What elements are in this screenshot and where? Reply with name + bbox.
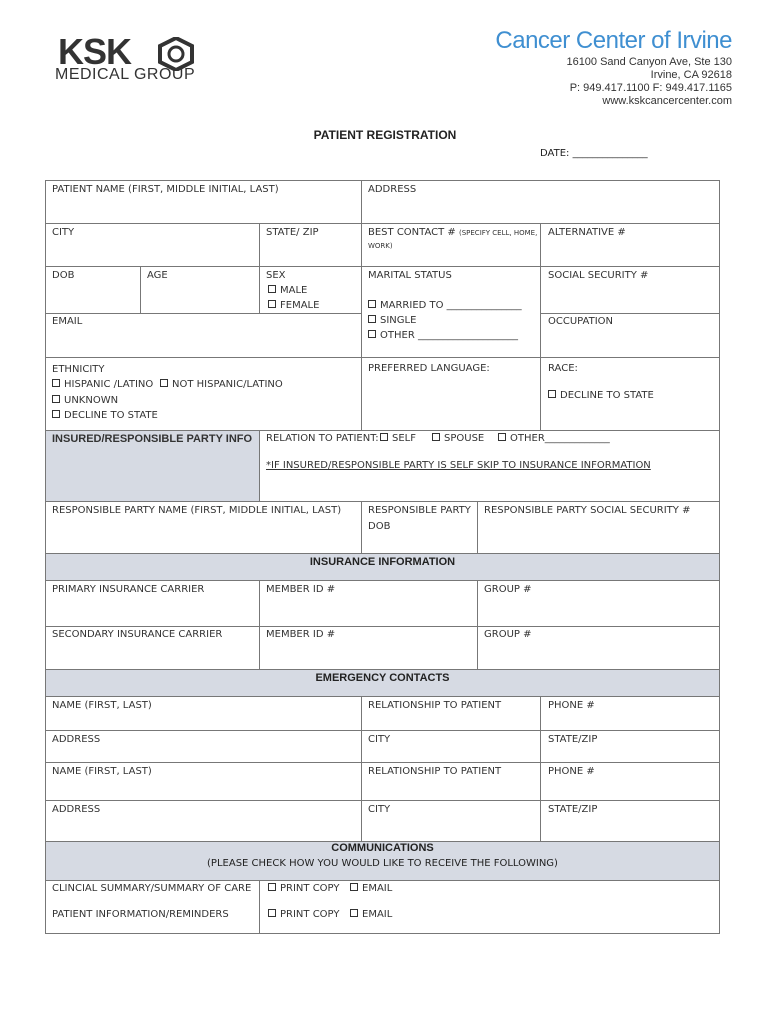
primary-carrier-label: PRIMARY INSURANCE CARRIER — [52, 584, 205, 595]
best-contact-note2: WORK) — [368, 242, 393, 250]
center-name: Cancer Center of Irvine — [495, 27, 732, 54]
insurance-header: INSURANCE INFORMATION — [309, 556, 456, 568]
ksk-subtitle: MEDICAL GROUP — [55, 66, 196, 83]
primary-group-label: GROUP # — [484, 584, 532, 595]
other-marital-checkbox[interactable] — [368, 330, 376, 338]
city-label: CITY — [52, 227, 75, 238]
patient-info-print-option[interactable]: PRINT COPY — [268, 907, 339, 922]
unknown-option[interactable]: UNKNOWN — [52, 393, 118, 408]
hispanic-checkbox[interactable] — [52, 379, 60, 387]
race-decline-checkbox[interactable] — [548, 390, 556, 398]
ec2-state-zip-label: STATE/ZIP — [548, 804, 598, 815]
marital-status-label: MARITAL STATUS — [368, 270, 452, 281]
dob-label: DOB — [52, 270, 75, 281]
preferred-language-label: PREFERRED LANGUAGE: — [368, 363, 490, 374]
ssn-label: SOCIAL SECURITY # — [548, 270, 649, 281]
rp-ssn-label: RESPONSIBLE PARTY SOCIAL SECURITY # — [484, 505, 691, 516]
rp-dob-label1: RESPONSIBLE PARTY — [368, 505, 471, 516]
ec1-phone-label: PHONE # — [548, 700, 595, 711]
single-checkbox[interactable] — [368, 315, 376, 323]
married-option[interactable]: MARRIED TO _______________ — [368, 298, 522, 313]
self-checkbox[interactable] — [380, 433, 388, 441]
phone-fax: P: 949.417.1100 F: 949.417.1165 — [569, 82, 732, 94]
communications-subheader: (PLEASE CHECK HOW YOU WOULD LIKE TO RECEIVE THE FOLLOWING) — [207, 858, 558, 869]
not-hispanic-checkbox[interactable] — [160, 379, 168, 387]
clinical-email-option[interactable]: EMAIL — [350, 881, 392, 896]
not-hispanic-option[interactable]: NOT HISPANIC/LATINO — [160, 377, 283, 392]
address-line1: 16100 Sand Canyon Ave, Ste 130 — [566, 56, 732, 68]
patient-info-label: PATIENT INFORMATION/REMINDERS — [52, 909, 229, 920]
alternative-label: ALTERNATIVE # — [548, 227, 626, 238]
married-checkbox[interactable] — [368, 300, 376, 308]
rp-dob-label2: DOB — [368, 521, 391, 532]
sex-label: SEX — [266, 270, 286, 281]
best-contact-label — [368, 225, 537, 241]
other-relation-checkbox[interactable] — [498, 433, 506, 441]
secondary-carrier-label: SECONDARY INSURANCE CARRIER — [52, 629, 223, 640]
date-field[interactable]: DATE: _______________ — [540, 148, 648, 159]
secondary-member-id-label: MEMBER ID # — [266, 629, 336, 640]
clinical-print-option[interactable]: PRINT COPY — [268, 881, 339, 896]
female-option[interactable]: FEMALE — [268, 298, 319, 313]
ksk-logo: KSK — [58, 31, 132, 72]
address-line2: Irvine, CA 92618 — [650, 69, 732, 81]
self-option[interactable]: SELF — [380, 431, 416, 446]
ec2-city-label: CITY — [368, 804, 391, 815]
decline-ethnicity-checkbox[interactable] — [52, 410, 60, 418]
ec1-address-label: ADDRESS — [52, 734, 101, 745]
age-label: AGE — [147, 270, 168, 281]
form-title: PATIENT REGISTRATION — [313, 128, 457, 142]
ec2-address-label: ADDRESS — [52, 804, 101, 815]
spouse-option[interactable]: SPOUSE — [432, 431, 484, 446]
clinical-email-checkbox[interactable] — [350, 883, 358, 891]
ec2-relationship-label: RELATIONSHIP TO PATIENT — [368, 766, 502, 777]
email-label: EMAIL — [52, 316, 83, 327]
ec1-city-label: CITY — [368, 734, 391, 745]
state-zip-label: STATE/ ZIP — [266, 227, 319, 238]
patient-info-email-option[interactable]: EMAIL — [350, 907, 392, 922]
unknown-checkbox[interactable] — [52, 395, 60, 403]
skip-note: *IF INSURED/RESPONSIBLE PARTY IS SELF SKIP TO INSURANCE INFORMATION — [266, 460, 651, 471]
patient-info-print-checkbox[interactable] — [268, 909, 276, 917]
spouse-checkbox[interactable] — [432, 433, 440, 441]
hispanic-option[interactable]: HISPANIC /LATINO — [52, 377, 153, 392]
address-label: ADDRESS — [368, 184, 417, 195]
ec1-relationship-label: RELATIONSHIP TO PATIENT — [368, 700, 502, 711]
clinical-summary-label: CLINCIAL SUMMARY/SUMMARY OF CARE — [52, 883, 252, 894]
rp-name-label: RESPONSIBLE PARTY NAME (FIRST, MIDDLE INITIAL, LAST) — [52, 505, 342, 516]
male-option[interactable]: MALE — [268, 283, 307, 298]
other-marital-option[interactable]: OTHER ____________________ — [368, 328, 518, 343]
female-checkbox[interactable] — [268, 300, 276, 308]
primary-member-id-label: MEMBER ID # — [266, 584, 336, 595]
relation-label: RELATION TO PATIENT: — [266, 433, 379, 444]
patient-name-label: PATIENT NAME (FIRST, MIDDLE INITIAL, LAST) — [52, 184, 279, 195]
insured-header: INSURED/RESPONSIBLE PARTY INFO — [52, 433, 253, 445]
ec2-name-label: NAME (FIRST, LAST) — [52, 766, 152, 777]
best-contact-note: (SPECIFY CELL, HOME, — [458, 229, 538, 237]
ethnicity-label: ETHNICITY — [52, 364, 105, 375]
ec1-name-label: NAME (FIRST, LAST) — [52, 700, 152, 711]
patient-info-email-checkbox[interactable] — [350, 909, 358, 917]
emergency-header: EMERGENCY CONTACTS — [315, 672, 450, 684]
ec1-state-zip-label: STATE/ZIP — [548, 734, 598, 745]
clinical-print-checkbox[interactable] — [268, 883, 276, 891]
website-link[interactable]: www.kskcancercenter.com — [602, 95, 732, 107]
email-cell[interactable] — [45, 313, 362, 358]
city-cell[interactable] — [45, 223, 260, 267]
single-option[interactable]: SINGLE — [368, 313, 416, 328]
ec2-phone-label: PHONE # — [548, 766, 595, 777]
communications-header: COMMUNICATIONS — [331, 842, 434, 854]
occupation-label: OCCUPATION — [548, 316, 614, 327]
race-decline-option[interactable]: DECLINE TO STATE — [548, 388, 654, 403]
decline-ethnicity-option[interactable]: DECLINE TO STATE — [52, 408, 158, 423]
male-checkbox[interactable] — [268, 285, 276, 293]
best-contact-text: BEST CONTACT # — [368, 227, 456, 238]
race-label: RACE: — [548, 363, 578, 374]
secondary-group-label: GROUP # — [484, 629, 532, 640]
other-relation-option[interactable]: OTHER_____________ — [498, 431, 610, 446]
